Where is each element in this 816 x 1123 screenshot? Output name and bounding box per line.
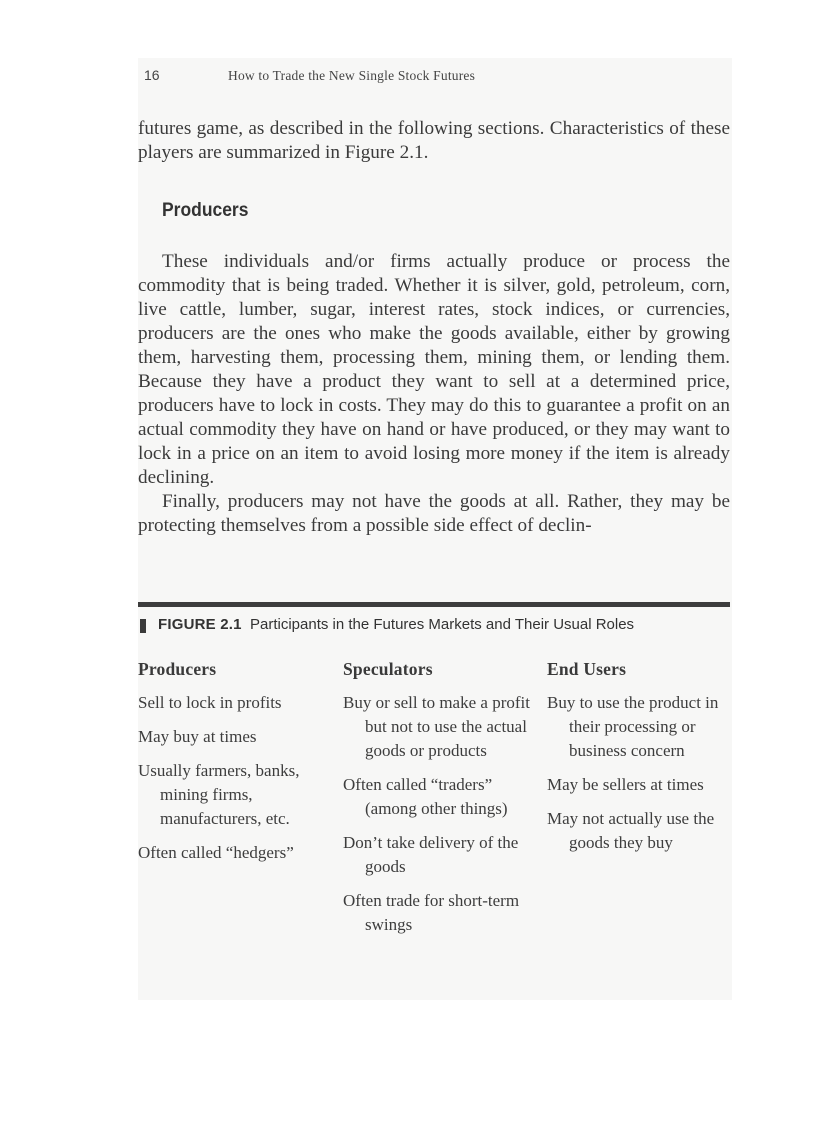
column-item: May not actually use the goods they buy [547,809,715,852]
book-title: How to Trade the New Single Stock Futures [228,68,476,83]
column-item: Buy or sell to make a profit but not to use the actual goods or products [343,693,530,760]
column-item: May be sellers at times [547,775,704,794]
figure-column-producers [138,657,333,875]
figure-caption [138,616,730,638]
paragraph-producers-1: These individuals and/or firms actually produce or process the commodity that is being traded. Whether it is silver, gold, petroleum, corn, live cattle, lumber, sugar, interest rates, stock indices, or currencies, producers are the ones who make the goods available, either by growing them, harvesting them, processing them, mining them, or lending them. Because they have a product they want to sell at a determined price, producers have to lock in costs. They may do this to guarantee a profit on an actual commodity they have on hand or have produced, or they may want to lock in a price on an item to avoid losing more money if the item is already declining. [138,251,730,488]
figure-label: FIGURE 2.1 [158,616,242,633]
figure-column-speculators [343,657,538,947]
section-heading: Producers [162,200,249,221]
paragraph-producers-2: Finally, producers may not have the goods at all. Rather, they may be protecting themselves from a possible side effect of declin- [138,491,730,536]
column-heading: Speculators [343,659,433,679]
figure-top-rule [138,602,730,607]
column-item: Don’t take delivery of the goods [343,833,519,876]
column-item: Often called “traders” (among other things) [343,775,508,818]
column-item: Often called “hedgers” [138,843,294,862]
column-item: Usually farmers, banks, mining firms, manufacturers, etc. [138,761,300,828]
column-heading: End Users [547,659,627,679]
column-heading: Producers [138,659,217,679]
figure-caption-text: Participants in the Futures Markets and Their Usual Roles [250,616,635,633]
intro-paragraph: futures game, as described in the following sections. Characteristics of these players are summarized in Figure 2.1. [138,118,730,163]
running-header [138,67,732,87]
column-item: Sell to lock in profits [138,693,282,712]
page-number: 16 [144,67,160,83]
figure-column-end-users [547,657,732,865]
column-item: Buy to use the product in their processing or business concern [547,693,719,760]
column-item: May buy at times [138,727,257,746]
column-item: Often trade for short-term swings [343,891,520,934]
figure-marker-icon [140,619,146,633]
